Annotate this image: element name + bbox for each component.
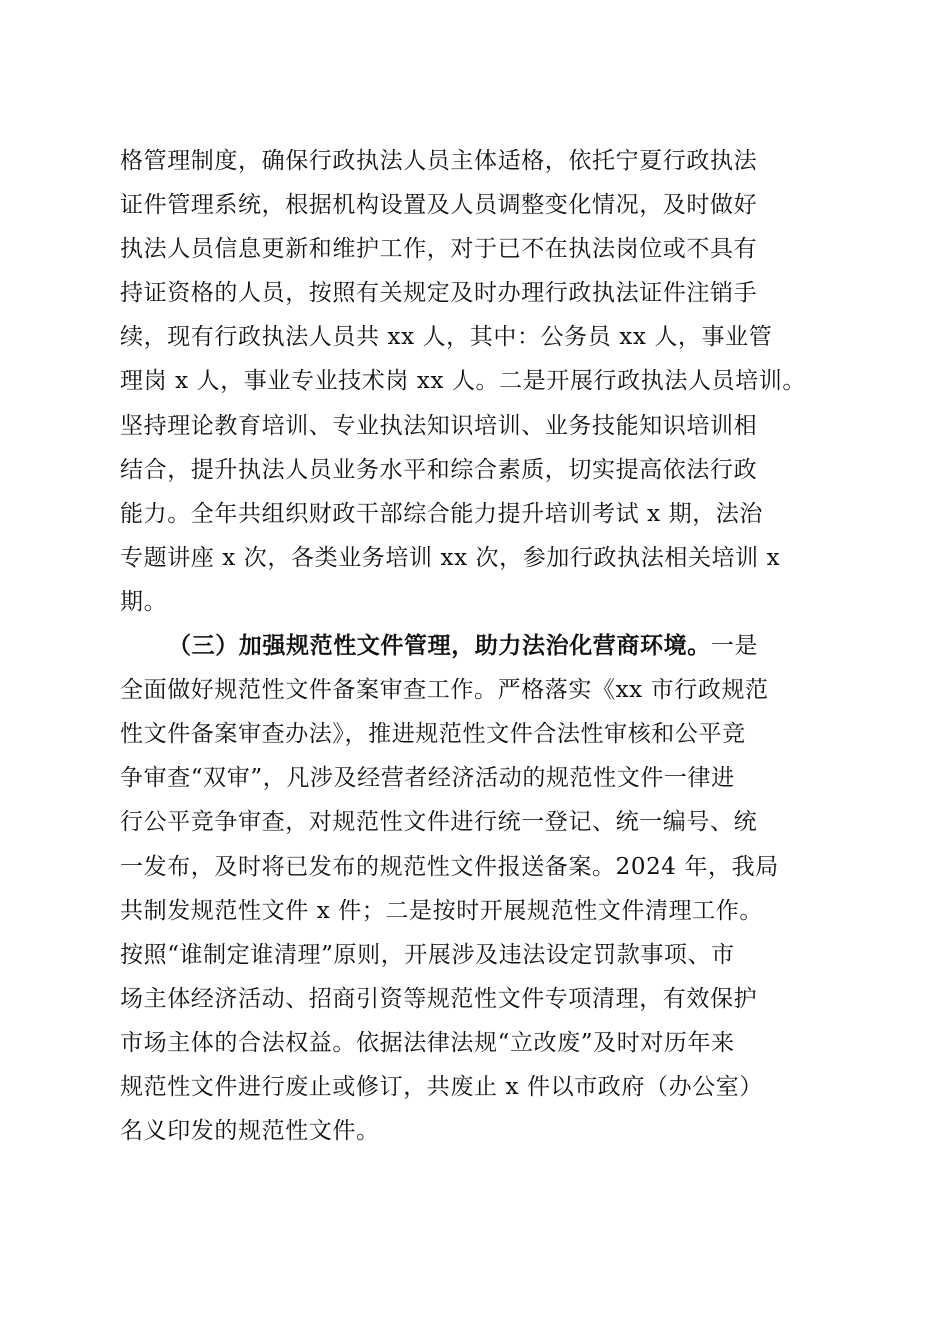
- text-line: 期。: [120, 589, 168, 615]
- text-line: 名义印发的规范性文件。: [120, 1118, 380, 1144]
- text-line: 共制发规范性文件 x 件；二是按时开展规范性文件清理工作。: [120, 898, 763, 924]
- text-line: 执法人员信息更新和维护工作，对于已不在执法岗位或不具有: [120, 236, 758, 262]
- text-line: 续，现有行政执法人员共 xx 人，其中：公务员 xx 人，事业管: [120, 324, 773, 350]
- text-line: 结合，提升执法人员业务水平和综合素质，切实提高依法行政: [120, 457, 758, 483]
- text-line: 规范性文件进行废止或修订，共废止 x 件以市政府（办公室）: [120, 1074, 763, 1100]
- text-line: 全面做好规范性文件备案审查工作。严格落实《xx 市行政规范: [120, 677, 769, 703]
- text-line: 能力。全年共组织财政干部综合能力提升培训考试 x 期，法治: [120, 501, 763, 527]
- text-line: 专题讲座 x 次，各类业务培训 xx 次，参加行政执法相关培训 x: [120, 545, 781, 571]
- text-line: 场主体经济活动、招商引资等规范性文件专项清理，有效保护: [120, 986, 758, 1012]
- text-line: 理岗 x 人，事业专业技术岗 xx 人。二是开展行政执法人员培训。: [120, 368, 806, 394]
- text-line: 性文件备案审查办法》，推进规范性文件合法性审核和公平竞: [120, 721, 746, 747]
- text-line: 行公平竞争审查，对规范性文件进行统一登记、统一编号、统: [120, 809, 758, 835]
- heading-line-rest: 一是: [710, 633, 759, 659]
- text-line: 证件管理系统，根据机构设置及人员调整变化情况，及时做好: [120, 192, 758, 218]
- text-line: 持证资格的人员，按照有关规定及时办理行政执法证件注销手: [120, 280, 758, 306]
- text-line: 市场主体的合法权益。依据法律法规“立改废”及时对历年来: [120, 1030, 735, 1056]
- section-heading: （三）加强规范性文件管理，助力法治化营商环境。: [168, 632, 711, 659]
- text-line: 一发布，及时将已发布的规范性文件报送备案。2024 年，我局: [120, 854, 779, 880]
- text-line: 坚持理论教育培训、专业执法知识培训、业务技能知识培训相: [120, 413, 758, 439]
- text-line: 按照“谁制定谁清理”原则，开展涉及违法设定罚款事项、市: [120, 942, 735, 968]
- text-line: 争审查“双审”，凡涉及经营者经济活动的规范性文件一律进: [120, 765, 735, 791]
- section-heading-line: [168, 628, 758, 664]
- text-line: 格管理制度，确保行政执法人员主体适格，依托宁夏行政执法: [120, 148, 758, 174]
